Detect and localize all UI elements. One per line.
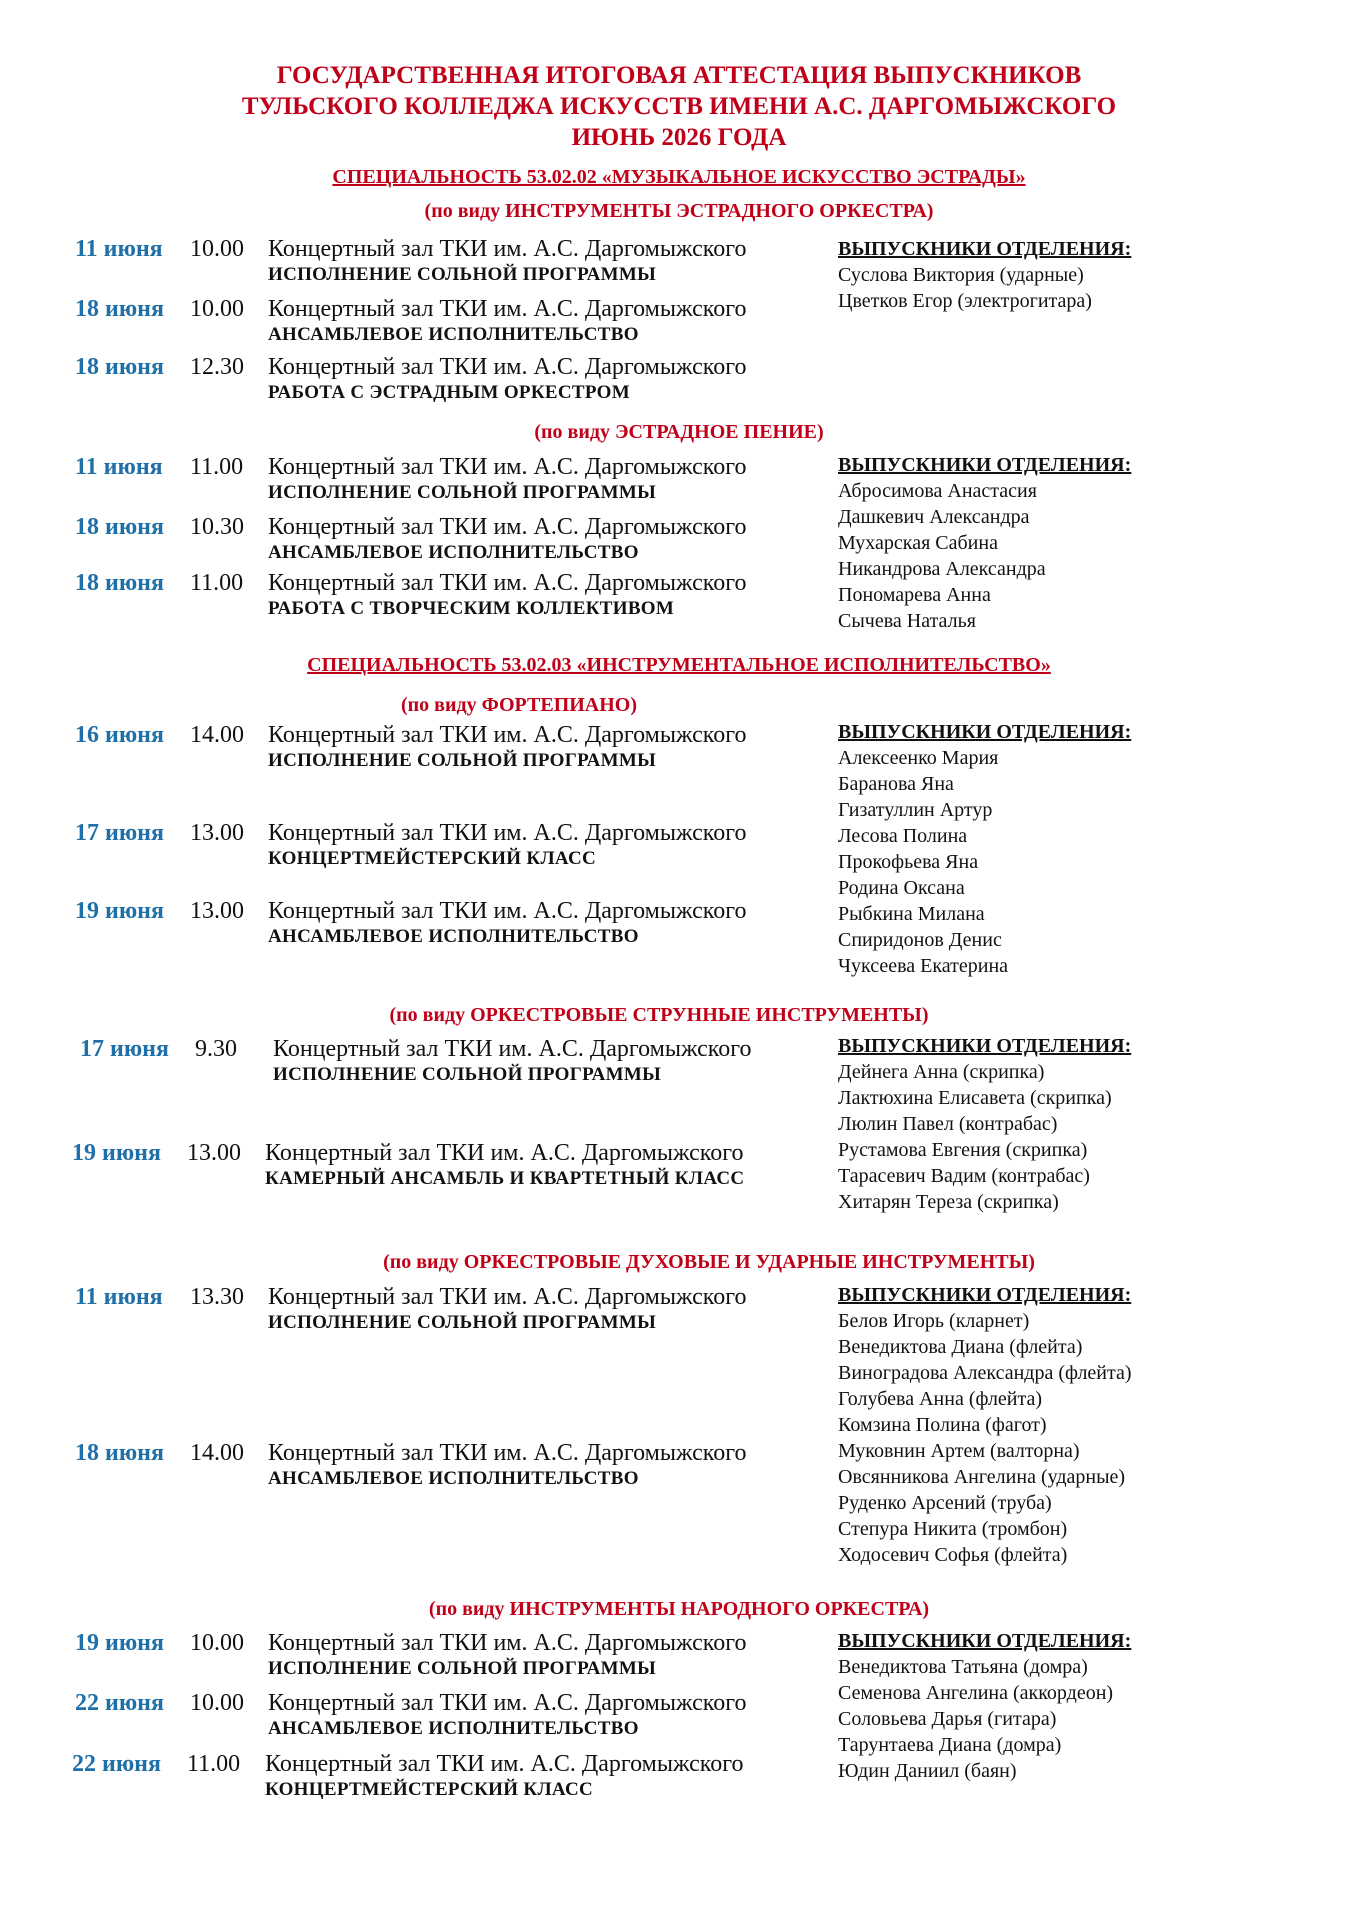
graduates-heading: ВЫПУСКНИКИ ОТДЕЛЕНИЯ: xyxy=(838,1284,1132,1306)
event-exam-type: КОНЦЕРТМЕЙСТЕРСКИЙ КЛАСС xyxy=(265,1779,594,1800)
event-venue: Концертный зал ТКИ им. А.С. Даргомыжского xyxy=(265,1140,744,1166)
graduates-list xyxy=(838,1628,1338,1784)
graduates-list xyxy=(838,719,1338,979)
graduates-heading: ВЫПУСКНИКИ ОТДЕЛЕНИЯ: xyxy=(838,1035,1132,1057)
graduate-name: Руденко Арсений (труба) xyxy=(838,1492,1052,1514)
event-exam-type: РАБОТА С ЭСТРАДНЫМ ОРКЕСТРОМ xyxy=(268,382,630,403)
specialty-heading: СПЕЦИАЛЬНОСТЬ 53.02.03 «ИНСТРУМЕНТАЛЬНОЕ ИСПОЛНИТЕЛЬСТВО» xyxy=(307,654,1051,676)
event-date: 18 июня xyxy=(75,514,164,540)
event-date: 19 июня xyxy=(72,1140,161,1166)
event-exam-type: ИСПОЛНЕНИЕ СОЛЬНОЙ ПРОГРАММЫ xyxy=(273,1064,662,1085)
event-date: 18 июня xyxy=(75,570,164,596)
graduate-name: Тарунтаева Диана (домра) xyxy=(838,1734,1062,1756)
event-venue: Концертный зал ТКИ им. А.С. Даргомыжского xyxy=(268,514,747,540)
graduate-name: Дейнега Анна (скрипка) xyxy=(838,1061,1045,1083)
event-venue: Концертный зал ТКИ им. А.С. Даргомыжского xyxy=(268,354,747,380)
subsection-heading: (по виду ОРКЕСТРОВЫЕ ДУХОВЫЕ И УДАРНЫЕ ИНСТРУМЕНТЫ) xyxy=(383,1251,1035,1273)
event-time: 10.00 xyxy=(190,296,244,322)
event-exam-type: АНСАМБЛЕВОЕ ИСПОЛНИТЕЛЬСТВО xyxy=(268,542,639,563)
graduate-name: Никандрова Александра xyxy=(838,558,1046,580)
event-date: 16 июня xyxy=(75,722,164,748)
event-exam-type: КОНЦЕРТМЕЙСТЕРСКИЙ КЛАСС xyxy=(268,848,597,869)
event-time: 9.30 xyxy=(195,1036,237,1062)
graduate-name: Ходосевич Софья (флейта) xyxy=(838,1544,1068,1566)
graduates-list xyxy=(838,452,1338,634)
event-exam-type: ИСПОЛНЕНИЕ СОЛЬНОЙ ПРОГРАММЫ xyxy=(268,264,657,285)
graduate-name: Прокофьева Яна xyxy=(838,851,979,873)
event-exam-type: АНСАМБЛЕВОЕ ИСПОЛНИТЕЛЬСТВО xyxy=(268,1718,639,1739)
graduate-name: Гизатуллин Артур xyxy=(838,799,993,821)
event-venue: Концертный зал ТКИ им. А.С. Даргомыжского xyxy=(268,236,747,262)
event-date: 22 июня xyxy=(75,1690,164,1716)
event-date: 19 июня xyxy=(75,898,164,924)
event-exam-type: ИСПОЛНЕНИЕ СОЛЬНОЙ ПРОГРАММЫ xyxy=(268,1312,657,1333)
event-time: 10.30 xyxy=(190,514,244,540)
event-date: 18 июня xyxy=(75,354,164,380)
graduate-name: Венедиктова Диана (флейта) xyxy=(838,1336,1083,1358)
event-date: 17 июня xyxy=(80,1036,169,1062)
graduate-name: Чуксеева Екатерина xyxy=(838,955,1009,977)
graduate-name: Абросимова Анастасия xyxy=(838,480,1037,502)
graduate-name: Юдин Даниил (баян) xyxy=(838,1760,1017,1782)
graduate-name: Дашкевич Александра xyxy=(838,506,1030,528)
event-date: 19 июня xyxy=(75,1630,164,1656)
event-time: 14.00 xyxy=(190,1440,244,1466)
event-exam-type: РАБОТА С ТВОРЧЕСКИМ КОЛЛЕКТИВОМ xyxy=(268,598,675,619)
graduate-name: Комзина Полина (фагот) xyxy=(838,1414,1047,1436)
graduate-name: Сычева Наталья xyxy=(838,610,976,632)
subsection-heading: (по виду ФОРТЕПИАНО) xyxy=(400,694,638,716)
subsection-heading: (по виду ИНСТРУМЕНТЫ ЭСТРАДНОГО ОРКЕСТРА) xyxy=(424,200,934,222)
graduate-name: Алексеенко Мария xyxy=(838,747,999,769)
graduate-name: Суслова Виктория (ударные) xyxy=(838,264,1084,286)
event-time: 10.00 xyxy=(190,1630,244,1656)
graduate-name: Рыбкина Милана xyxy=(838,903,985,925)
event-date: 11 июня xyxy=(75,454,163,480)
page-title-line-3: ИЮНЬ 2026 ГОДА xyxy=(571,124,787,151)
graduate-name: Родина Оксана xyxy=(838,877,965,899)
graduate-name: Тарасевич Вадим (контрабас) xyxy=(838,1165,1090,1187)
event-venue: Концертный зал ТКИ им. А.С. Даргомыжского xyxy=(268,898,747,924)
graduates-heading: ВЫПУСКНИКИ ОТДЕЛЕНИЯ: xyxy=(838,238,1132,260)
event-date: 17 июня xyxy=(75,820,164,846)
graduate-name: Рустамова Евгения (скрипка) xyxy=(838,1139,1088,1161)
event-time: 13.30 xyxy=(190,1284,244,1310)
graduates-list xyxy=(838,1033,1338,1215)
event-exam-type: ИСПОЛНЕНИЕ СОЛЬНОЙ ПРОГРАММЫ xyxy=(268,482,657,503)
event-exam-type: КАМЕРНЫЙ АНСАМБЛЬ И КВАРТЕТНЫЙ КЛАСС xyxy=(265,1168,745,1189)
graduates-heading: ВЫПУСКНИКИ ОТДЕЛЕНИЯ: xyxy=(838,454,1132,476)
graduate-name: Пономарева Анна xyxy=(838,584,991,606)
subsection-heading: (по виду ИНСТРУМЕНТЫ НАРОДНОГО ОРКЕСТРА) xyxy=(428,1598,930,1620)
event-time: 13.00 xyxy=(187,1140,241,1166)
event-venue: Концертный зал ТКИ им. А.С. Даргомыжского xyxy=(268,1690,747,1716)
graduates-heading: ВЫПУСКНИКИ ОТДЕЛЕНИЯ: xyxy=(838,721,1132,743)
event-date: 18 июня xyxy=(75,1440,164,1466)
graduate-name: Степура Никита (тромбон) xyxy=(838,1518,1068,1540)
event-exam-type: АНСАМБЛЕВОЕ ИСПОЛНИТЕЛЬСТВО xyxy=(268,926,639,947)
graduate-name: Венедиктова Татьяна (домра) xyxy=(838,1656,1088,1678)
event-venue: Концертный зал ТКИ им. А.С. Даргомыжского xyxy=(265,1751,744,1777)
event-exam-type: АНСАМБЛЕВОЕ ИСПОЛНИТЕЛЬСТВО xyxy=(268,1468,639,1489)
graduate-name: Цветков Егор (электрогитара) xyxy=(838,290,1092,312)
event-time: 11.00 xyxy=(187,1751,241,1777)
graduate-name: Семенова Ангелина (аккордеон) xyxy=(838,1682,1114,1704)
graduate-name: Хитарян Тереза (скрипка) xyxy=(838,1191,1059,1213)
event-time: 13.00 xyxy=(190,820,244,846)
event-date: 18 июня xyxy=(75,296,164,322)
event-venue: Концертный зал ТКИ им. А.С. Даргомыжского xyxy=(268,722,747,748)
graduate-name: Муковнин Артем (валторна) xyxy=(838,1440,1080,1462)
graduate-name: Виноградова Александра (флейта) xyxy=(838,1362,1132,1384)
graduate-name: Овсянникова Ангелина (ударные) xyxy=(838,1466,1126,1488)
event-venue: Концертный зал ТКИ им. А.С. Даргомыжского xyxy=(273,1036,752,1062)
graduate-name: Мухарская Сабина xyxy=(838,532,998,554)
page-title-line-1: ГОСУДАРСТВЕННАЯ ИТОГОВАЯ АТТЕСТАЦИЯ ВЫПУСКНИКОВ xyxy=(276,62,1082,89)
event-time: 14.00 xyxy=(190,722,244,748)
page-title-line-2: ТУЛЬСКОГО КОЛЛЕДЖА ИСКУССТВ ИМЕНИ А.С. ДАРГОМЫЖСКОГО xyxy=(241,93,1117,120)
event-venue: Концертный зал ТКИ им. А.С. Даргомыжского xyxy=(268,454,747,480)
graduate-name: Голубева Анна (флейта) xyxy=(838,1388,1043,1410)
event-venue: Концертный зал ТКИ им. А.С. Даргомыжского xyxy=(268,820,747,846)
graduates-list xyxy=(838,1282,1338,1568)
event-time: 11.00 xyxy=(190,454,244,480)
event-date: 11 июня xyxy=(75,1284,163,1310)
subsection-heading: (по виду ОРКЕСТРОВЫЕ СТРУННЫЕ ИНСТРУМЕНТЫ) xyxy=(389,1004,929,1026)
event-venue: Концертный зал ТКИ им. А.С. Даргомыжского xyxy=(268,1440,747,1466)
graduate-name: Лесова Полина xyxy=(838,825,968,847)
event-time: 10.00 xyxy=(190,1690,244,1716)
event-exam-type: АНСАМБЛЕВОЕ ИСПОЛНИТЕЛЬСТВО xyxy=(268,324,639,345)
specialty-heading: СПЕЦИАЛЬНОСТЬ 53.02.02 «МУЗЫКАЛЬНОЕ ИСКУССТВО ЭСТРАДЫ» xyxy=(332,166,1026,188)
event-venue: Концертный зал ТКИ им. А.С. Даргомыжского xyxy=(268,570,747,596)
graduate-name: Спиридонов Денис xyxy=(838,929,1002,951)
graduate-name: Соловьева Дарья (гитара) xyxy=(838,1708,1057,1730)
event-venue: Концертный зал ТКИ им. А.С. Даргомыжского xyxy=(268,296,747,322)
event-exam-type: ИСПОЛНЕНИЕ СОЛЬНОЙ ПРОГРАММЫ xyxy=(268,1658,657,1679)
event-exam-type: ИСПОЛНЕНИЕ СОЛЬНОЙ ПРОГРАММЫ xyxy=(268,750,657,771)
graduate-name: Белов Игорь (кларнет) xyxy=(838,1310,1030,1332)
graduate-name: Лактюхина Елисавета (скрипка) xyxy=(838,1087,1112,1109)
event-date: 11 июня xyxy=(75,236,163,262)
graduate-name: Баранова Яна xyxy=(838,773,954,795)
graduates-heading: ВЫПУСКНИКИ ОТДЕЛЕНИЯ: xyxy=(838,1630,1132,1652)
event-venue: Концертный зал ТКИ им. А.С. Даргомыжского xyxy=(268,1284,747,1310)
event-time: 10.00 xyxy=(190,236,244,262)
event-time: 11.00 xyxy=(190,570,244,596)
graduates-list xyxy=(838,236,1338,314)
event-venue: Концертный зал ТКИ им. А.С. Даргомыжского xyxy=(268,1630,747,1656)
event-date: 22 июня xyxy=(72,1751,161,1777)
event-time: 12.30 xyxy=(190,354,244,380)
subsection-heading: (по виду ЭСТРАДНОЕ ПЕНИЕ) xyxy=(534,421,824,443)
graduate-name: Люлин Павел (контрабас) xyxy=(838,1113,1058,1135)
event-time: 13.00 xyxy=(190,898,244,924)
